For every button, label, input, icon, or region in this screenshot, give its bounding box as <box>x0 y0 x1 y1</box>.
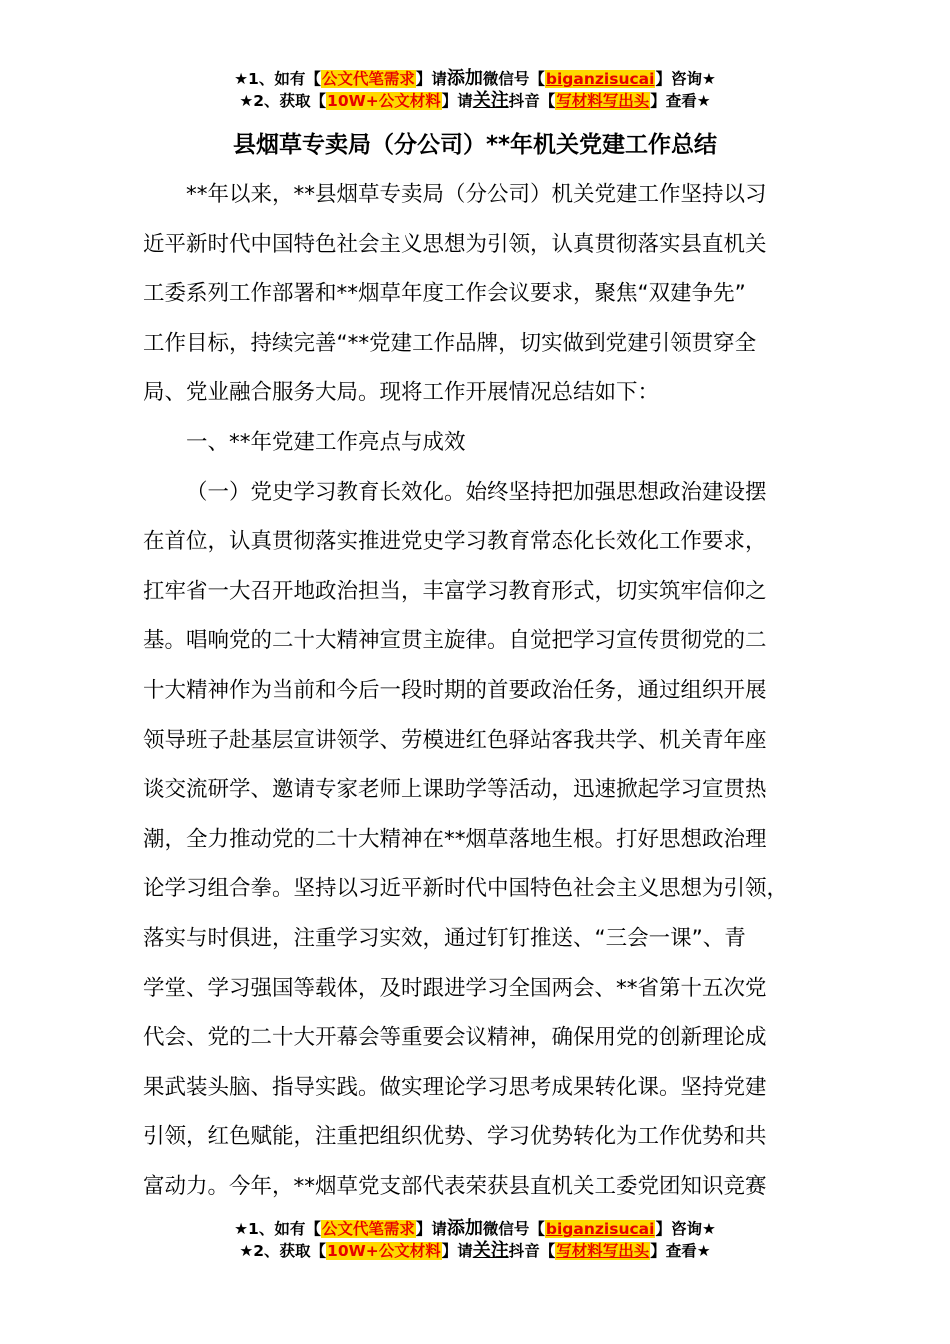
body-line: 论学习组合拳。坚持以习近平新时代中国特色社会主义思想为引领， <box>143 876 789 902</box>
promo-text: 添加 <box>446 1218 483 1239</box>
body-line: 局、党业融合服务大局。现将工作开展情况总结如下： <box>143 380 660 406</box>
promo-text: 微信号【 <box>482 70 545 88</box>
promo-text: 】查看★ <box>650 92 711 110</box>
promo-highlight: 公文代笔需求 <box>321 70 415 88</box>
body-line: 果武装头脑、指导实践。做实理论学习思考成果转化课。坚持党建 <box>143 1074 767 1100</box>
body-line: 扛牢省一大召开地政治担当，丰富学习教育形式，切实筑牢信仰之 <box>143 578 767 604</box>
star-icon: ★ <box>234 1220 249 1238</box>
body-line: （一）党史学习教育长效化。始终坚持把加强思想政治建设摆 <box>186 479 767 505</box>
body-line: 工委系列工作部署和**烟草年度工作会议要求，聚焦“双建争先” <box>143 281 746 307</box>
section-heading: 一、**年党建工作亮点与成效 <box>186 429 466 455</box>
promo-text: 】查看★ <box>650 1242 711 1260</box>
star-icon: ★ <box>239 1242 254 1260</box>
promo-highlight: 10W+公文材料 <box>327 92 441 110</box>
promo-highlight: 公文代笔需求 <box>321 1220 415 1238</box>
promo-line-2 <box>0 90 950 112</box>
promo-line-1 <box>0 68 950 90</box>
body-line: 谈交流研学、邀请专家老师上课助学等活动，迅速掀起学习宣贯热 <box>143 777 767 803</box>
body-line: 在首位，认真贯彻落实推进党史学习教育常态化长效化工作要求， <box>143 529 767 555</box>
body-line: **年以来，**县烟草专卖局（分公司）机关党建工作坚持以习 <box>186 182 767 207</box>
body-line: 引领，红色赋能，注重把组织优势、学习优势转化为工作优势和共 <box>143 1124 767 1150</box>
promo-text: 】请 <box>415 70 447 88</box>
promo-text: 】请 <box>441 1242 473 1260</box>
body-line: 十大精神作为当前和今后一段时期的首要政治任务，通过组织开展 <box>143 677 767 703</box>
wechat-id-link[interactable]: biganzisucai <box>545 70 655 88</box>
star-icon: ★ <box>239 92 254 110</box>
document-body <box>143 170 823 1211</box>
body-line: 潮，全力推动党的二十大精神在**烟草落地生根。打好思想政治理 <box>143 826 767 852</box>
document-title: 县烟草专卖局（分公司）**年机关党建工作总结 <box>232 132 718 158</box>
douyin-account-link[interactable]: 写材料写出头 <box>556 1242 650 1260</box>
promo-line-1 <box>0 1218 950 1240</box>
promo-footer <box>0 1218 950 1262</box>
promo-text: 1、如有【 <box>248 1220 321 1238</box>
promo-highlight: 10W+公文材料 <box>327 1242 441 1260</box>
body-line: 落实与时俱进，注重学习实效，通过钉钉推送、“三会一课”、青 <box>143 925 746 951</box>
promo-text: 抖音【 <box>508 1242 556 1260</box>
promo-text: 2、获取【 <box>253 1242 327 1260</box>
body-line: 代会、党的二十大开幕会等重要会议精神，确保用党的创新理论成 <box>143 1025 767 1051</box>
douyin-account-link[interactable]: 写材料写出头 <box>556 92 650 110</box>
body-line: 基。唱响党的二十大精神宣贯主旋律。自觉把学习宣传贯彻党的二 <box>143 628 767 654</box>
promo-text: 微信号【 <box>482 1220 545 1238</box>
promo-header <box>0 68 950 112</box>
promo-text: 关注 <box>472 90 509 111</box>
star-icon: ★ <box>234 70 249 88</box>
body-line: 领导班子赴基层宣讲领学、劳模进红色驿站客我共学、机关青年座 <box>143 727 767 753</box>
body-line: 工作目标，持续完善“**党建工作品牌，切实做到党建引领贯穿全 <box>143 330 757 356</box>
promo-text: 】咨询★ <box>655 1220 716 1238</box>
wechat-id-link[interactable]: biganzisucai <box>545 1220 655 1238</box>
promo-text: 1、如有【 <box>248 70 321 88</box>
promo-text: 】请 <box>441 92 473 110</box>
body-line: 学堂、学习强国等载体，及时跟进学习全国两会、**省第十五次党 <box>143 975 767 1001</box>
promo-text: 抖音【 <box>508 92 556 110</box>
promo-text: 关注 <box>472 1240 509 1261</box>
promo-text: 】咨询★ <box>655 70 716 88</box>
body-line: 近平新时代中国特色社会主义思想为引领，认真贯彻落实县直机关 <box>143 231 767 257</box>
promo-text: 】请 <box>415 1220 447 1238</box>
promo-text: 2、获取【 <box>253 92 327 110</box>
body-line: 富动力。今年，**烟草党支部代表荣获县直机关工委党团知识竞赛 <box>143 1173 767 1199</box>
promo-text: 添加 <box>446 68 483 89</box>
promo-line-2 <box>0 1240 950 1262</box>
